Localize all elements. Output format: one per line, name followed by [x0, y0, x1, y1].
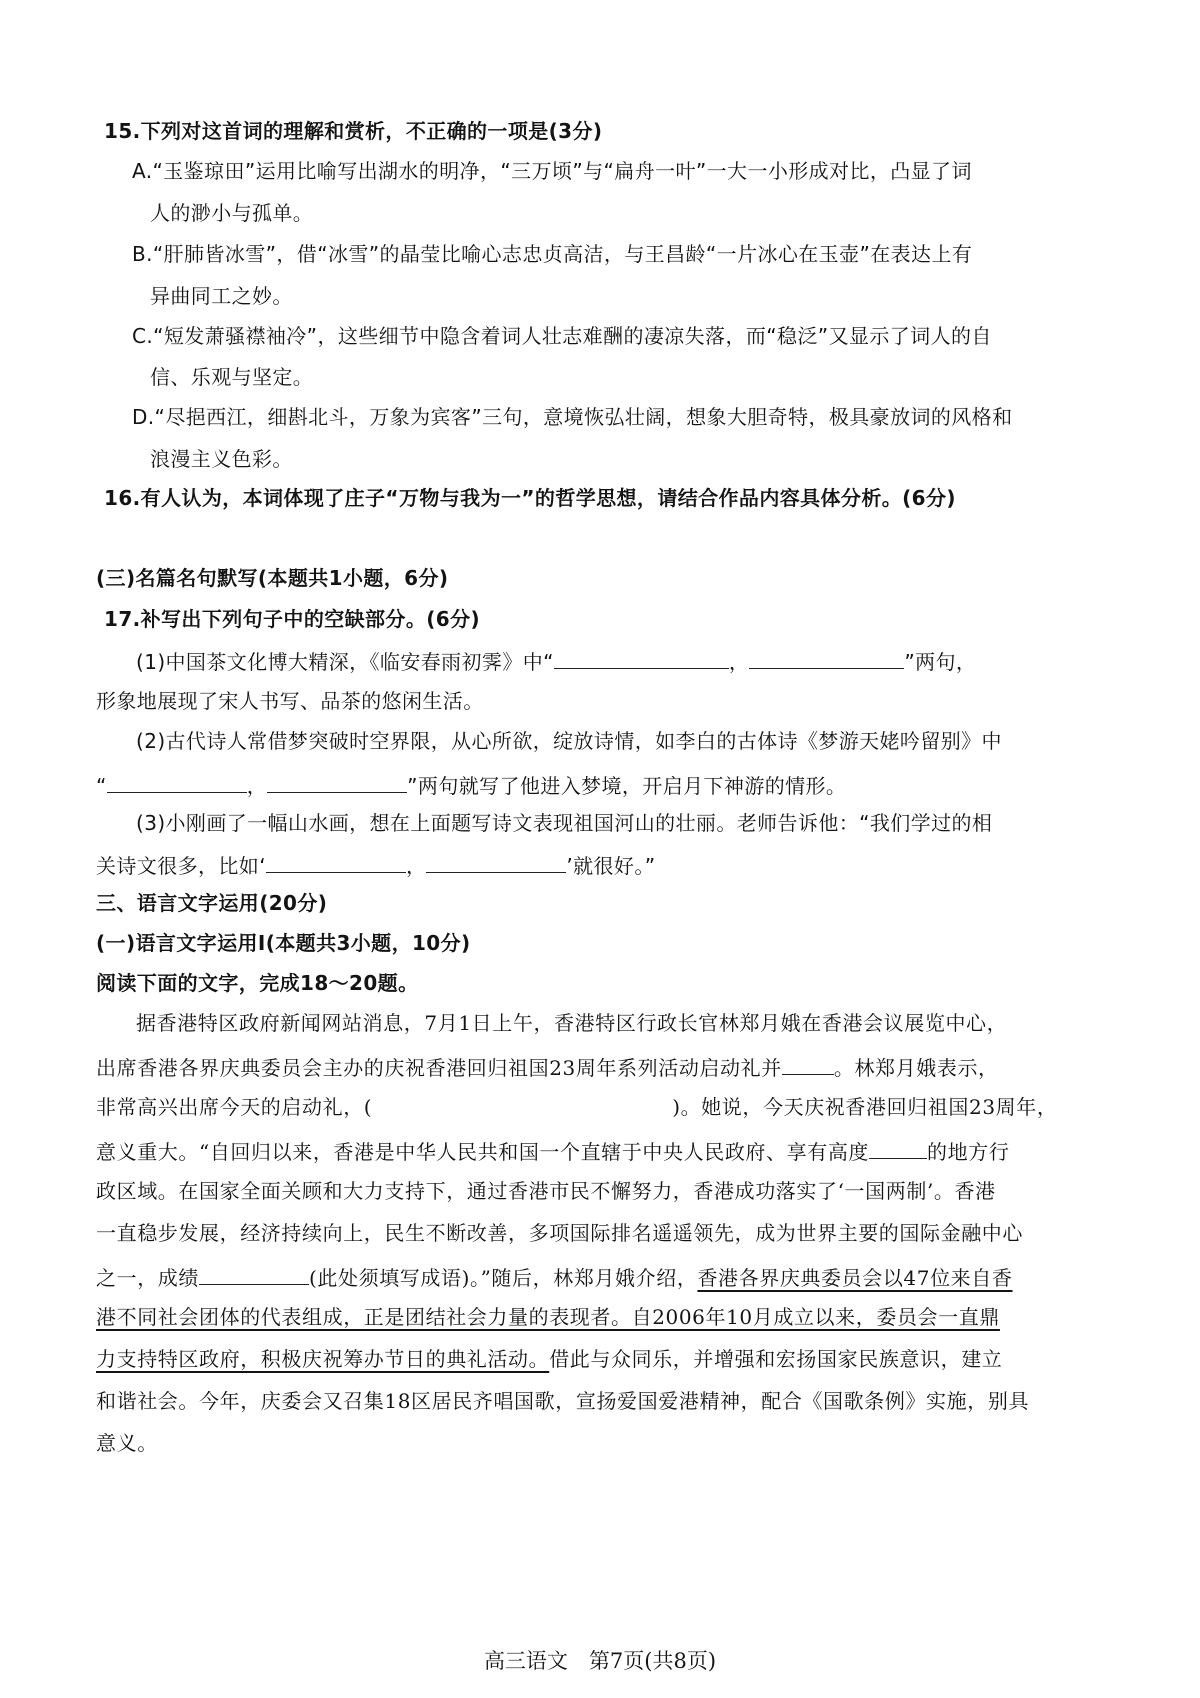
- passage-line-10: 和谐社会。今年，庆委会又召集18区居民齐唱国歌，宣扬爱国爱港精神，配合《国歌条例》实施，别具: [96, 1389, 1030, 1413]
- passage-line-9: 力支持特区政府，积极庆祝筹办节日的典礼活动。借此与众同乐，并增强和宏扬国家民族意识，建立: [96, 1347, 1003, 1371]
- q17-part3-line2: 关诗文很多，比如‘ ， ’就很好。”: [96, 850, 656, 879]
- q15-option-c-line2: 信、乐观与坚定。: [150, 365, 314, 389]
- q15-option-c-line1: C.“短发萧骚襟袖冷”，这些细节中隐含着词人壮志难酬的凄凉失落，而“稳泛”又显示了词人的自: [132, 324, 992, 348]
- q17-part1-line1: (1)中国茶文化博大精深，《临安春雨初霁》中“ ， ”两句，: [136, 646, 976, 675]
- q17-part2-line2: “ ， ”两句就写了他进入梦境，开启月下神游的情形。: [96, 770, 846, 799]
- q15-option-b-line2: 异曲同工之妙。: [150, 284, 293, 308]
- answer-blank-6[interactable]: [426, 850, 566, 873]
- reading-instruction: 阅读下面的文字，完成18～20题。: [96, 971, 419, 995]
- passage-blank-2[interactable]: [869, 1136, 927, 1159]
- q17-part1-line2: 形象地展现了宋人书写、品茶的悠闲生活。: [96, 689, 484, 713]
- q15-option-a-line1: A.“玉鉴琼田”运用比喻写出湖水的明净，“三万顷”与“扁舟一叶”一大一小形成对比，凸显了词: [132, 159, 972, 183]
- passage-line-6: 一直稳步发展，经济持续向上，民生不断改善，多项国际排名遥遥领先，成为世界主要的国际金融中心: [96, 1221, 1023, 1245]
- passage-line-7: 之一，成绩 (此处须填写成语)。”随后，林郑月娥介绍，香港各界庆典委员会以47位来自香: [96, 1262, 1013, 1291]
- passage-line-11: 意义。: [96, 1431, 158, 1455]
- passage-blank-idiom[interactable]: [199, 1262, 309, 1285]
- q17-part2-line1: (2)古代诗人常借梦突破时空界限，从心所欲，绽放诗情，如李白的古体诗《梦游天姥吟留别》中: [136, 729, 1002, 753]
- passage-line-1: 据香港特区政府新闻网站消息，7月1日上午，香港特区行政长官林郑月娥在香港会议展览中心，: [136, 1011, 1008, 1035]
- q15-option-d-line1: D.“尽挹西江，细斟北斗，万象为宾客”三句，意境恢弘壮阔，想象大胆奇特，极具豪放词的风格和: [132, 405, 1013, 429]
- page-footer: 高三语文 第7页(共8页): [483, 1649, 717, 1673]
- q15-stem: 15.下列对这首词的理解和赏析，不正确的一项是(3分): [104, 119, 603, 143]
- q15-option-d-line2: 浪漫主义色彩。: [150, 447, 293, 471]
- answer-blank-5[interactable]: [266, 850, 406, 873]
- q15-option-a-line2: 人的渺小与孤单。: [150, 201, 314, 225]
- q16-stem: 16.有人认为，本词体现了庄子“万物与我为一”的哲学思想，请结合作品内容具体分析。(6分): [104, 486, 956, 510]
- passage-blank-1[interactable]: [782, 1052, 834, 1075]
- q17-stem: 17.补写出下列句子中的空缺部分。(6分): [104, 607, 481, 631]
- underlined-sentence-part1: 香港各界庆典委员会以47位来自香: [697, 1266, 1013, 1290]
- passage-line-8-underlined: 港不同社会团体的代表组成，正是团结社会力量的表现者。自2006年10月成立以来，委员会一直鼎: [96, 1305, 1000, 1329]
- underlined-sentence-part3: 力支持特区政府，积极庆祝筹办节日的典礼活动。: [96, 1347, 550, 1371]
- q15-option-b-line1: B.“肝肺皆冰雪”，借“冰雪”的晶莹比喻心志忠贞高洁，与王昌龄“一片冰心在玉壶”在表达上有: [132, 242, 973, 266]
- answer-blank-4[interactable]: [267, 770, 407, 793]
- passage-line-2: 出席香港各界庆典委员会主办的庆祝香港回归祖国23周年系列活动启动礼并 。林郑月娥表示，: [96, 1052, 999, 1081]
- passage-line-5: 政区域。在国家全面关顾和大力支持下，通过香港市民不懈努力，香港成功落实了‘一国两制’。香港: [96, 1179, 996, 1203]
- part-three-heading: 三、语言文字运用(20分): [96, 891, 328, 915]
- passage-line-4: 意义重大。“自回归以来，香港是中华人民共和国一个直辖于中央人民政府、享有高度 的地方行: [96, 1136, 1009, 1165]
- section-three-heading: (三)名篇名句默写(本题共1小题，6分): [96, 566, 449, 590]
- answer-blank-3[interactable]: [107, 770, 247, 793]
- answer-blank-2[interactable]: [749, 646, 904, 669]
- answer-blank-1[interactable]: [554, 646, 729, 669]
- q17-part3-line1: (3)小刚画了一幅山水画，想在上面题写诗文表现祖国河山的壮丽。老师告诉他：“我们学过的相: [136, 811, 993, 835]
- part-three-subheading: (一)语言文字运用Ⅰ(本题共3小题，10分): [96, 931, 471, 955]
- passage-line-3: 非常高兴出席今天的启动礼，( )。她说，今天庆祝香港回归祖国23周年，: [96, 1095, 1058, 1119]
- q17-part1-text: (1)中国茶文化博大精深，《临安春雨初霁》中“: [136, 650, 554, 674]
